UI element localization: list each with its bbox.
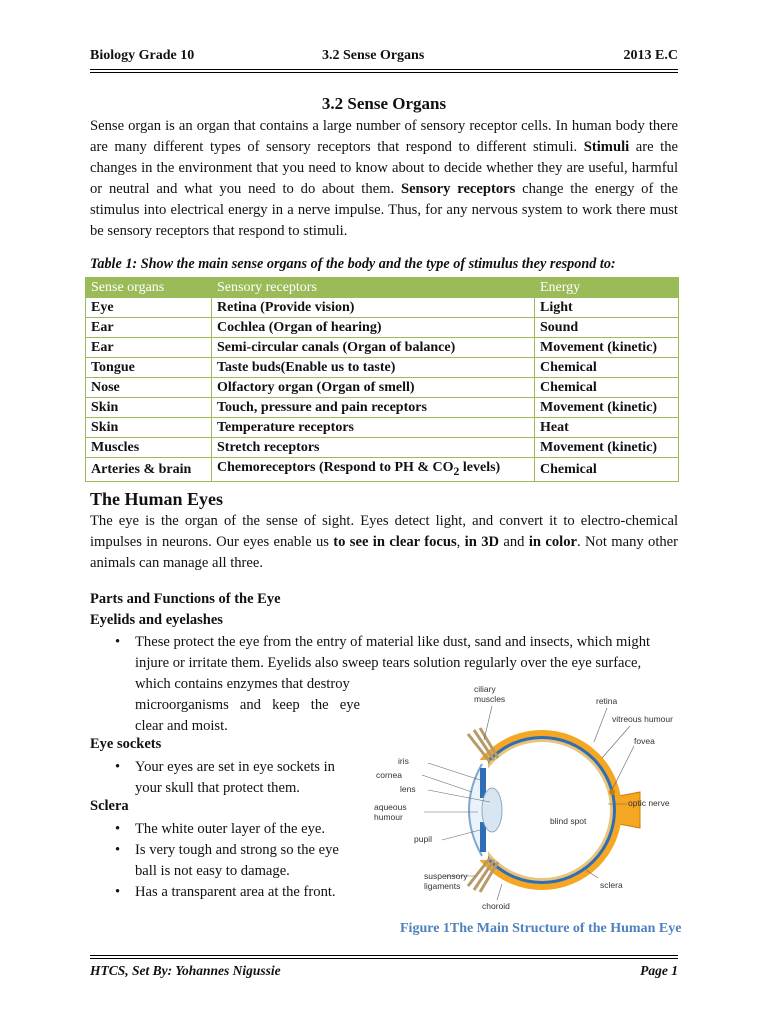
- header-section: 3.2 Sense Organs: [322, 48, 425, 63]
- label-suspensory: suspensory: [424, 871, 468, 881]
- table-row: [86, 458, 679, 482]
- list-item: • Your eyes are set in eye sockets in your skull that protect them.: [90, 757, 365, 799]
- label-retina: retina: [596, 696, 618, 706]
- label-humour: humour: [374, 812, 403, 822]
- sense-organs-table: [85, 277, 679, 482]
- table-header-row: [86, 278, 679, 298]
- eyelids-heading: Eyelids and eyelashes: [90, 612, 223, 628]
- stimuli-term: Stimuli: [583, 139, 630, 155]
- eye-sockets-list: [90, 757, 365, 799]
- eye-sockets-heading: Eye sockets: [90, 736, 162, 752]
- page-footer: [90, 963, 678, 979]
- cell-receptor: Semi-circular canals (Organ of balance): [212, 338, 535, 358]
- cell-receptor: Stretch receptors: [212, 438, 535, 458]
- footer-rule-thin: [90, 955, 678, 956]
- cell-organ: Ear: [86, 318, 212, 338]
- figure-caption: Figure 1The Main Structure of the Human Eye: [400, 921, 682, 936]
- label-choroid: choroid: [482, 901, 510, 911]
- sclera-heading: Sclera: [90, 798, 129, 814]
- label-iris: iris: [398, 756, 409, 766]
- cell-receptor: Temperature receptors: [212, 418, 535, 438]
- human-eyes-paragraph: The eye is the organ of the sense of sight. Eyes detect light, and convert it to electro-chemical impulses in neurons. Our eyes enable us to see in clear focus, in 3D and in color. Not many other animals can manage all three.: [90, 513, 679, 571]
- human-eyes-heading: The Human Eyes: [90, 489, 224, 509]
- label-lens: lens: [400, 784, 416, 794]
- sclera-list: [90, 819, 365, 903]
- table-row: [86, 418, 679, 438]
- label-cornea: cornea: [376, 770, 402, 780]
- cell-energy: Movement (kinetic): [535, 338, 679, 358]
- cell-energy: Movement (kinetic): [535, 398, 679, 418]
- cell-energy: Chemical: [535, 358, 679, 378]
- table-row: [86, 318, 679, 338]
- footer-author: HTCS, Set By: Yohannes Nigussie: [90, 963, 281, 978]
- cell-receptor: Chemoreceptors (Respond to PH & $CO_2$ levels): [212, 458, 535, 482]
- eyelids-continuation: injure or irritate them. Eyelids also sweep tears solution regularly over the eye surface, which contains enzymes that destroy microorganisms and keep the eye clear and moist.: [135, 655, 642, 734]
- cell-energy: Movement (kinetic): [535, 438, 679, 458]
- cell-energy: Heat: [535, 418, 679, 438]
- cell-organ: Muscles: [86, 438, 212, 458]
- sensory-receptors-term: Sensory receptors: [400, 181, 516, 197]
- footer-rule: [90, 958, 678, 959]
- eyelids-list: [90, 632, 680, 653]
- header-year: 2013 E.C: [623, 48, 678, 63]
- cell-receptor: Olfactory organ (Organ of smell): [212, 378, 535, 398]
- page-title: 3.2 Sense Organs: [321, 94, 447, 113]
- cell-energy: Sound: [535, 318, 679, 338]
- intro-paragraph: Sense organ is an organ that contains a large number of sensory receptor cells. In human body there are many different types of sensory receptors that respond to different stimuli. Stimuli are the changes in the environment that you need to know about to decide whether they are useful, harmful or neutral and what you need to do about them. Sensory receptors change the energy of the stimulus into electrical energy in a nerve impulse. Thus, for any nervous system to work there must be sensory receptors that respond to stimuli.: [90, 118, 678, 239]
- label-vitreous: vitreous humour: [612, 714, 673, 724]
- cell-receptor: Taste buds(Enable us to taste): [212, 358, 535, 378]
- cell-organ: Arteries & brain: [86, 458, 212, 482]
- list-item: • These protect the eye from the entry of material like dust, sand and insects, which might: [90, 632, 680, 653]
- cell-organ: Skin: [86, 398, 212, 418]
- label-optic-nerve: optic nerve: [628, 798, 670, 808]
- table-row: [86, 298, 679, 318]
- label-pupil: pupil: [414, 834, 432, 844]
- header-subject: Biology Grade 10: [90, 48, 195, 63]
- label-aqueous: aqueous: [374, 802, 407, 812]
- table-row: [86, 438, 679, 458]
- list-item: • The white outer layer of the eye.: [90, 819, 365, 840]
- cell-organ: Tongue: [86, 358, 212, 378]
- lens-shape: [482, 788, 502, 832]
- col-header-receptor: Sensory receptors: [212, 278, 535, 298]
- eye-diagram: [372, 680, 692, 916]
- cell-energy: Chemical: [535, 458, 679, 482]
- list-item: • Is very tough and strong so the eye ball is not easy to damage.: [90, 840, 365, 882]
- col-header-energy: Energy: [535, 278, 679, 298]
- header-rule: [90, 69, 678, 70]
- parts-heading: Parts and Functions of the Eye: [90, 591, 281, 607]
- cell-organ: Skin: [86, 418, 212, 438]
- label-fovea: fovea: [634, 736, 655, 746]
- table-row: [86, 378, 679, 398]
- cell-organ: Nose: [86, 378, 212, 398]
- label-ciliary: ciliary: [474, 684, 496, 694]
- table-row: [86, 358, 679, 378]
- cell-energy: Light: [535, 298, 679, 318]
- table-caption: Table 1: Show the main sense organs of the body and the type of stimulus they respond to:: [90, 256, 616, 272]
- header-rule-thin: [90, 72, 678, 73]
- col-header-organ: Sense organs: [86, 278, 212, 298]
- label-sclera: sclera: [600, 880, 623, 890]
- footer-page-number: Page 1: [640, 963, 678, 978]
- cell-receptor: Retina (Provide vision): [212, 298, 535, 318]
- label-blind-spot: blind spot: [550, 816, 587, 826]
- label-muscles: muscles: [474, 694, 506, 704]
- cell-organ: Ear: [86, 338, 212, 358]
- cell-receptor: Touch, pressure and pain receptors: [212, 398, 535, 418]
- page-header: [90, 40, 678, 68]
- cell-energy: Chemical: [535, 378, 679, 398]
- cell-receptor: Cochlea (Organ of hearing): [212, 318, 535, 338]
- table-row: [86, 398, 679, 418]
- list-item: • Has a transparent area at the front.: [90, 882, 365, 903]
- label-ligaments: ligaments: [424, 881, 461, 891]
- cell-organ: Eye: [86, 298, 212, 318]
- table-row: [86, 338, 679, 358]
